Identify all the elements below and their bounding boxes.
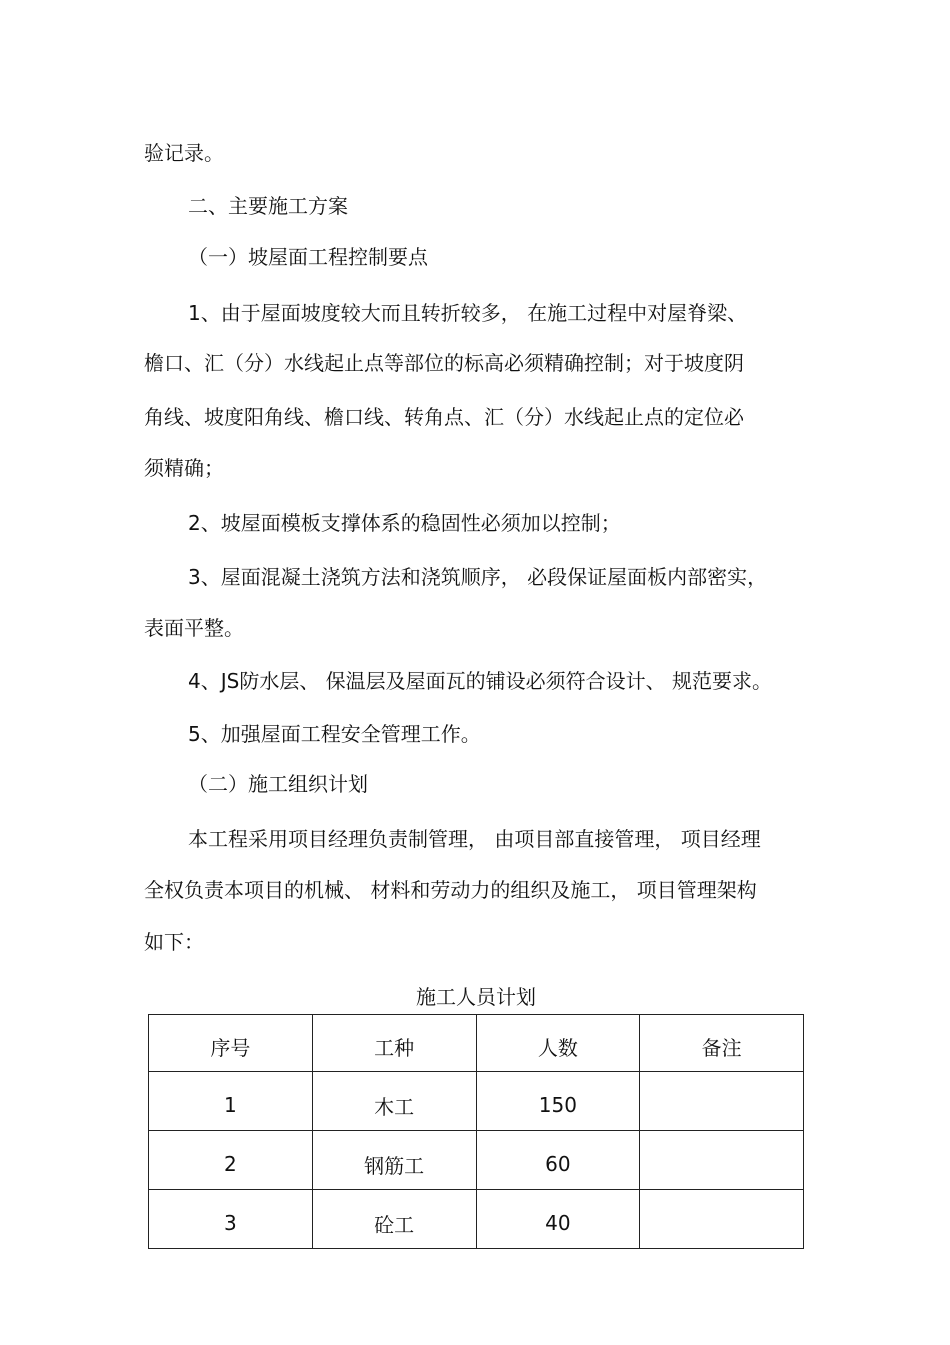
header-cell-count: 人数 [476, 1015, 640, 1072]
table-header-row [149, 1015, 804, 1072]
staff-plan-table [148, 1014, 804, 1249]
cell-remarks [640, 1072, 804, 1131]
cell-remarks [640, 1190, 804, 1249]
paragraph-line: 檐口、汇（分）水线起止点等部位的标高必须精确控制；对于坡度阴 [144, 351, 744, 375]
cell-count: 150 [476, 1072, 640, 1131]
cell-trade: 砼工 [312, 1190, 476, 1249]
paragraph-line: 2、坡屋面模板支撑体系的稳固性必须加以控制； [188, 511, 621, 535]
cell-number: 2 [149, 1131, 313, 1190]
cell-trade: 木工 [312, 1072, 476, 1131]
paragraph-line: 4、JS防水层、 保温层及屋面瓦的铺设必须符合设计、 规范要求。 [188, 669, 773, 693]
cell-trade: 钢筋工 [312, 1131, 476, 1190]
table-row [149, 1190, 804, 1249]
cell-number: 1 [149, 1072, 313, 1131]
paragraph-line: 如下： [144, 930, 204, 954]
cell-remarks [640, 1131, 804, 1190]
section-heading: 二、主要施工方案 [188, 194, 348, 218]
paragraph-line: 表面平整。 [144, 616, 244, 640]
header-cell-trade: 工种 [312, 1015, 476, 1072]
paragraph-line: 3、屋面混凝土浇筑方法和浇筑顺序， 必段保证屋面板内部密实， [188, 565, 768, 589]
paragraph-line: 角线、坡度阳角线、檐口线、转角点、汇（分）水线起止点的定位必 [144, 405, 744, 429]
cell-number: 3 [149, 1190, 313, 1249]
paragraph-line: 1、由于屋面坡度较大而且转折较多， 在施工过程中对屋脊梁、 [188, 301, 748, 325]
table-caption: 施工人员计划 [416, 985, 536, 1009]
table-row [149, 1072, 804, 1131]
header-cell-number: 序号 [149, 1015, 313, 1072]
header-cell-remarks: 备注 [640, 1015, 804, 1072]
cell-count: 40 [476, 1190, 640, 1249]
paragraph-line: 本工程采用项目经理负责制管理， 由项目部直接管理， 项目经理 [188, 827, 761, 851]
table-row [149, 1131, 804, 1190]
paragraph-line: 全权负责本项目的机械、 材料和劳动力的组织及施工， 项目管理架构 [144, 878, 757, 902]
subsection-heading: （二）施工组织计划 [188, 772, 368, 796]
subsection-heading: （一）坡屋面工程控制要点 [188, 245, 428, 269]
paragraph-line: 须精确； [144, 456, 224, 480]
paragraph-line: 5、加强屋面工程安全管理工作。 [188, 722, 481, 746]
paragraph-line: 验记录。 [144, 141, 224, 165]
cell-count: 60 [476, 1131, 640, 1190]
